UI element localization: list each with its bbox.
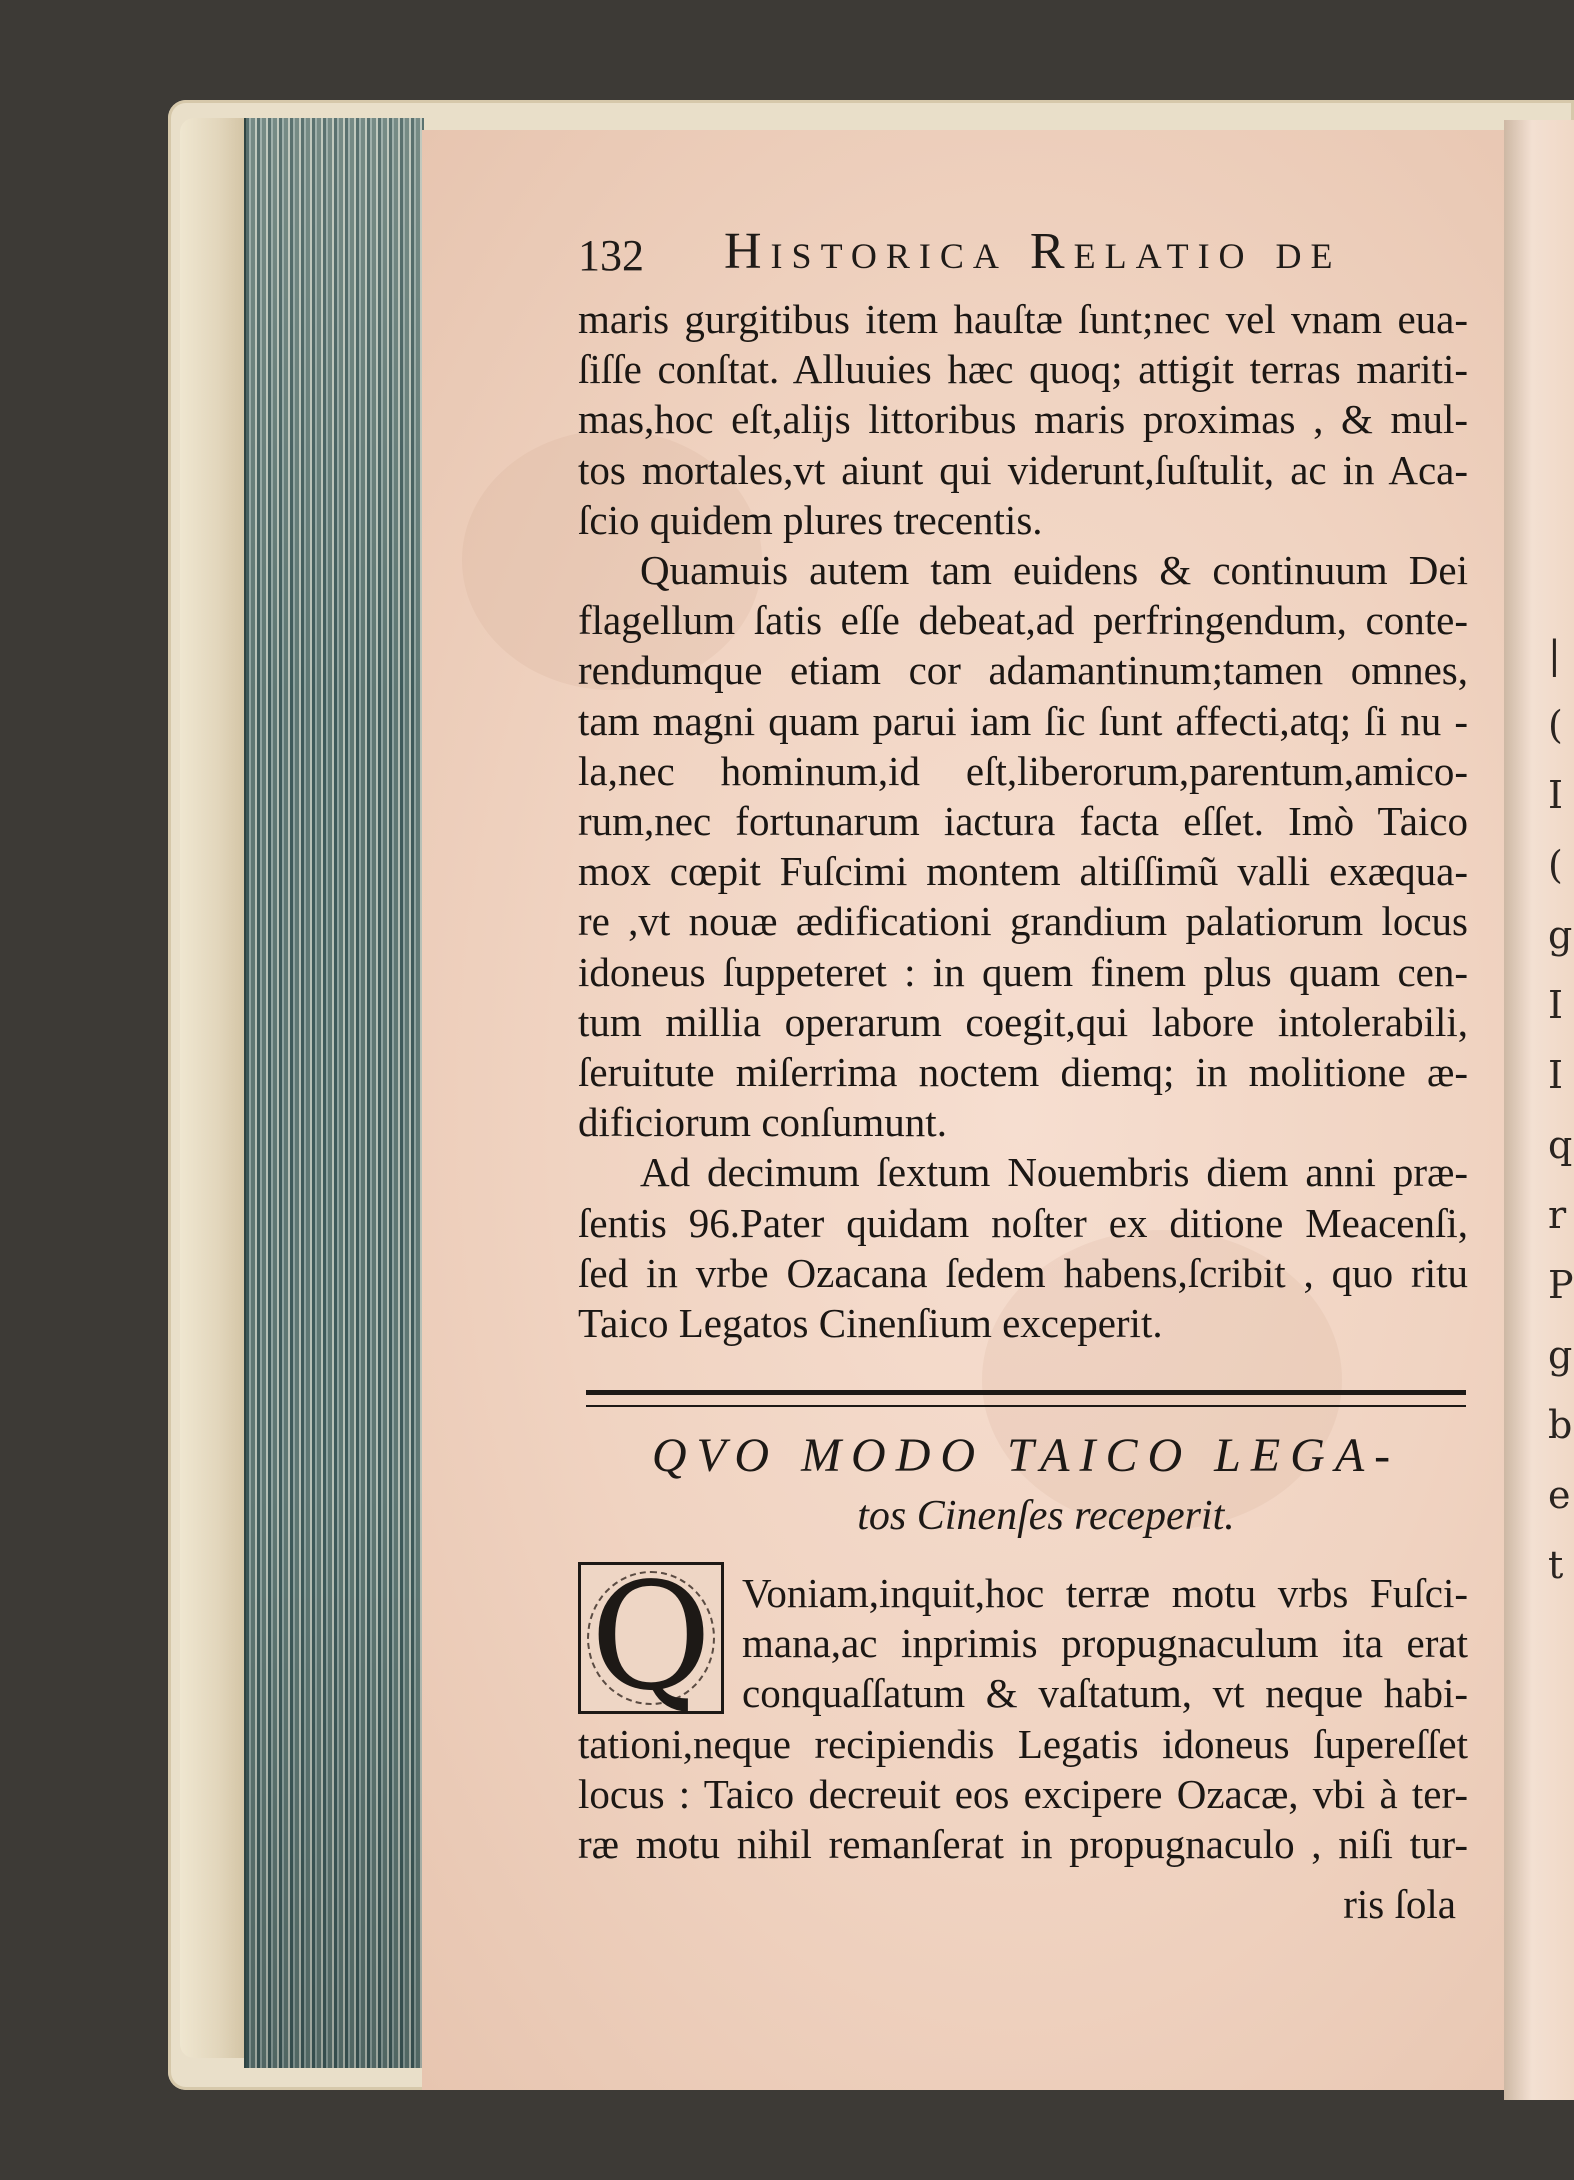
text-line: mana,ac inprimis propugnaculum ita erat xyxy=(742,1620,1468,1667)
facing-letter: I xyxy=(1548,773,1564,817)
text-line: tum millia operarum coegit,qui labore intolerabili, xyxy=(578,998,1468,1045)
facing-page-letters xyxy=(1548,620,1574,1587)
facing-letter: e xyxy=(1548,1473,1571,1517)
text-line: tos mortales,vt aiunt qui viderunt,ſuſtulit, ac in Aca- xyxy=(578,446,1468,493)
main-text-block xyxy=(578,294,1468,1348)
page-number: 132 xyxy=(578,231,644,280)
text-line: maris gurgitibus item hauſtæ ſunt;nec vel vnam eua- xyxy=(578,296,1468,342)
facing-letter: t xyxy=(1548,1543,1564,1587)
running-header xyxy=(578,222,1458,286)
section-heading-line: QVO MODO TAICO LEGA- xyxy=(651,1429,1401,1482)
section-divider-rule xyxy=(586,1390,1466,1407)
facing-letter: g xyxy=(1548,1333,1573,1377)
catchword: ris ſola xyxy=(1343,1881,1456,1927)
facing-letter: q xyxy=(1548,1123,1573,1167)
facing-letter: P xyxy=(1548,1263,1574,1307)
text-line: la,nec hominum,id eſt,liberorum,parentum,amico- xyxy=(578,747,1468,794)
facing-letter: ( xyxy=(1548,703,1563,747)
page-edges xyxy=(244,118,424,2068)
text-line: ſentis 96.Pater quidam noſter ex ditione Meacenſi, xyxy=(578,1199,1468,1246)
text-line: rum,nec fortunarum iactura facta eſſet. Imò Taico xyxy=(578,798,1468,845)
facing-letter: b xyxy=(1548,1403,1573,1447)
text-line: mas,hoc eſt,alijs littoribus maris proximas , & mul- xyxy=(578,396,1468,443)
text-line: conquaſſatum & vaſtatum, vt neque habi- xyxy=(742,1670,1468,1717)
text-line: rendumque etiam cor adamantinum;tamen omnes, xyxy=(578,647,1468,694)
text-line: locus : Taico decreuit eos excipere Ozacæ, vbi à ter- xyxy=(578,1770,1468,1817)
facing-letter: | xyxy=(1548,633,1561,677)
text-line: dificiorum conſumunt. xyxy=(578,1099,947,1146)
text-line: ſed in vrbe Ozacana ſedem habens,ſcribit , quo ritu xyxy=(578,1249,1468,1296)
text-line: Taico Legatos Cinenſium exceperit. xyxy=(578,1300,1163,1347)
facing-letter: I xyxy=(1548,983,1564,1027)
text-line: mox cœpit Fuſcimi montem altiſſimũ valli exæqua- xyxy=(578,848,1468,895)
text-line: idoneus ſuppeteret : in quem finem plus quam cen- xyxy=(578,948,1468,995)
text-line: re ,vt nouæ ædificationi grandium palatiorum locus xyxy=(578,898,1468,945)
text-line: tationi,neque recipiendis Legatis idoneus ſupereſſet xyxy=(578,1720,1468,1767)
text-line: Quamuis autem tam euidens & continuum Dei xyxy=(640,547,1468,594)
text-line: Ad decimum ſextum Nouembris diem anni præ- xyxy=(640,1149,1468,1196)
facing-letter: ( xyxy=(1548,843,1563,887)
running-title: Historica Relatio de xyxy=(724,223,1342,280)
text-line: flagellum ſatis eſſe debeat,ad perfringendum, conte- xyxy=(578,597,1468,644)
book-spine-cover xyxy=(180,118,244,2058)
facing-letter: I xyxy=(1548,1053,1564,1097)
text-line: ſeruitute miſerrima noctem diemq; in molitione æ- xyxy=(578,1049,1468,1096)
text-line: ſiſſe conſtat. Alluuies hæc quoq; attigit terras mariti- xyxy=(578,346,1468,393)
text-line: ræ motu nihil remanſerat in propugnaculo , niſi tur- xyxy=(578,1821,1468,1868)
text-line: Voniam,inquit,hoc terræ motu vrbs Fuſci- xyxy=(742,1570,1468,1616)
section-text-block xyxy=(578,1568,1468,1869)
facing-letter: r xyxy=(1548,1193,1567,1237)
section-heading-line: tos Cinenſes receperit. xyxy=(857,1493,1235,1539)
text-line: tam magni quam parui iam ſic ſunt affecti,atq; ſi nu - xyxy=(578,697,1468,744)
facing-letter: g xyxy=(1548,913,1573,957)
section-heading xyxy=(586,1424,1466,1544)
text-line: ſcio quidem plures trecentis. xyxy=(578,496,1043,543)
drop-cap-letter: Q xyxy=(590,1551,712,1723)
